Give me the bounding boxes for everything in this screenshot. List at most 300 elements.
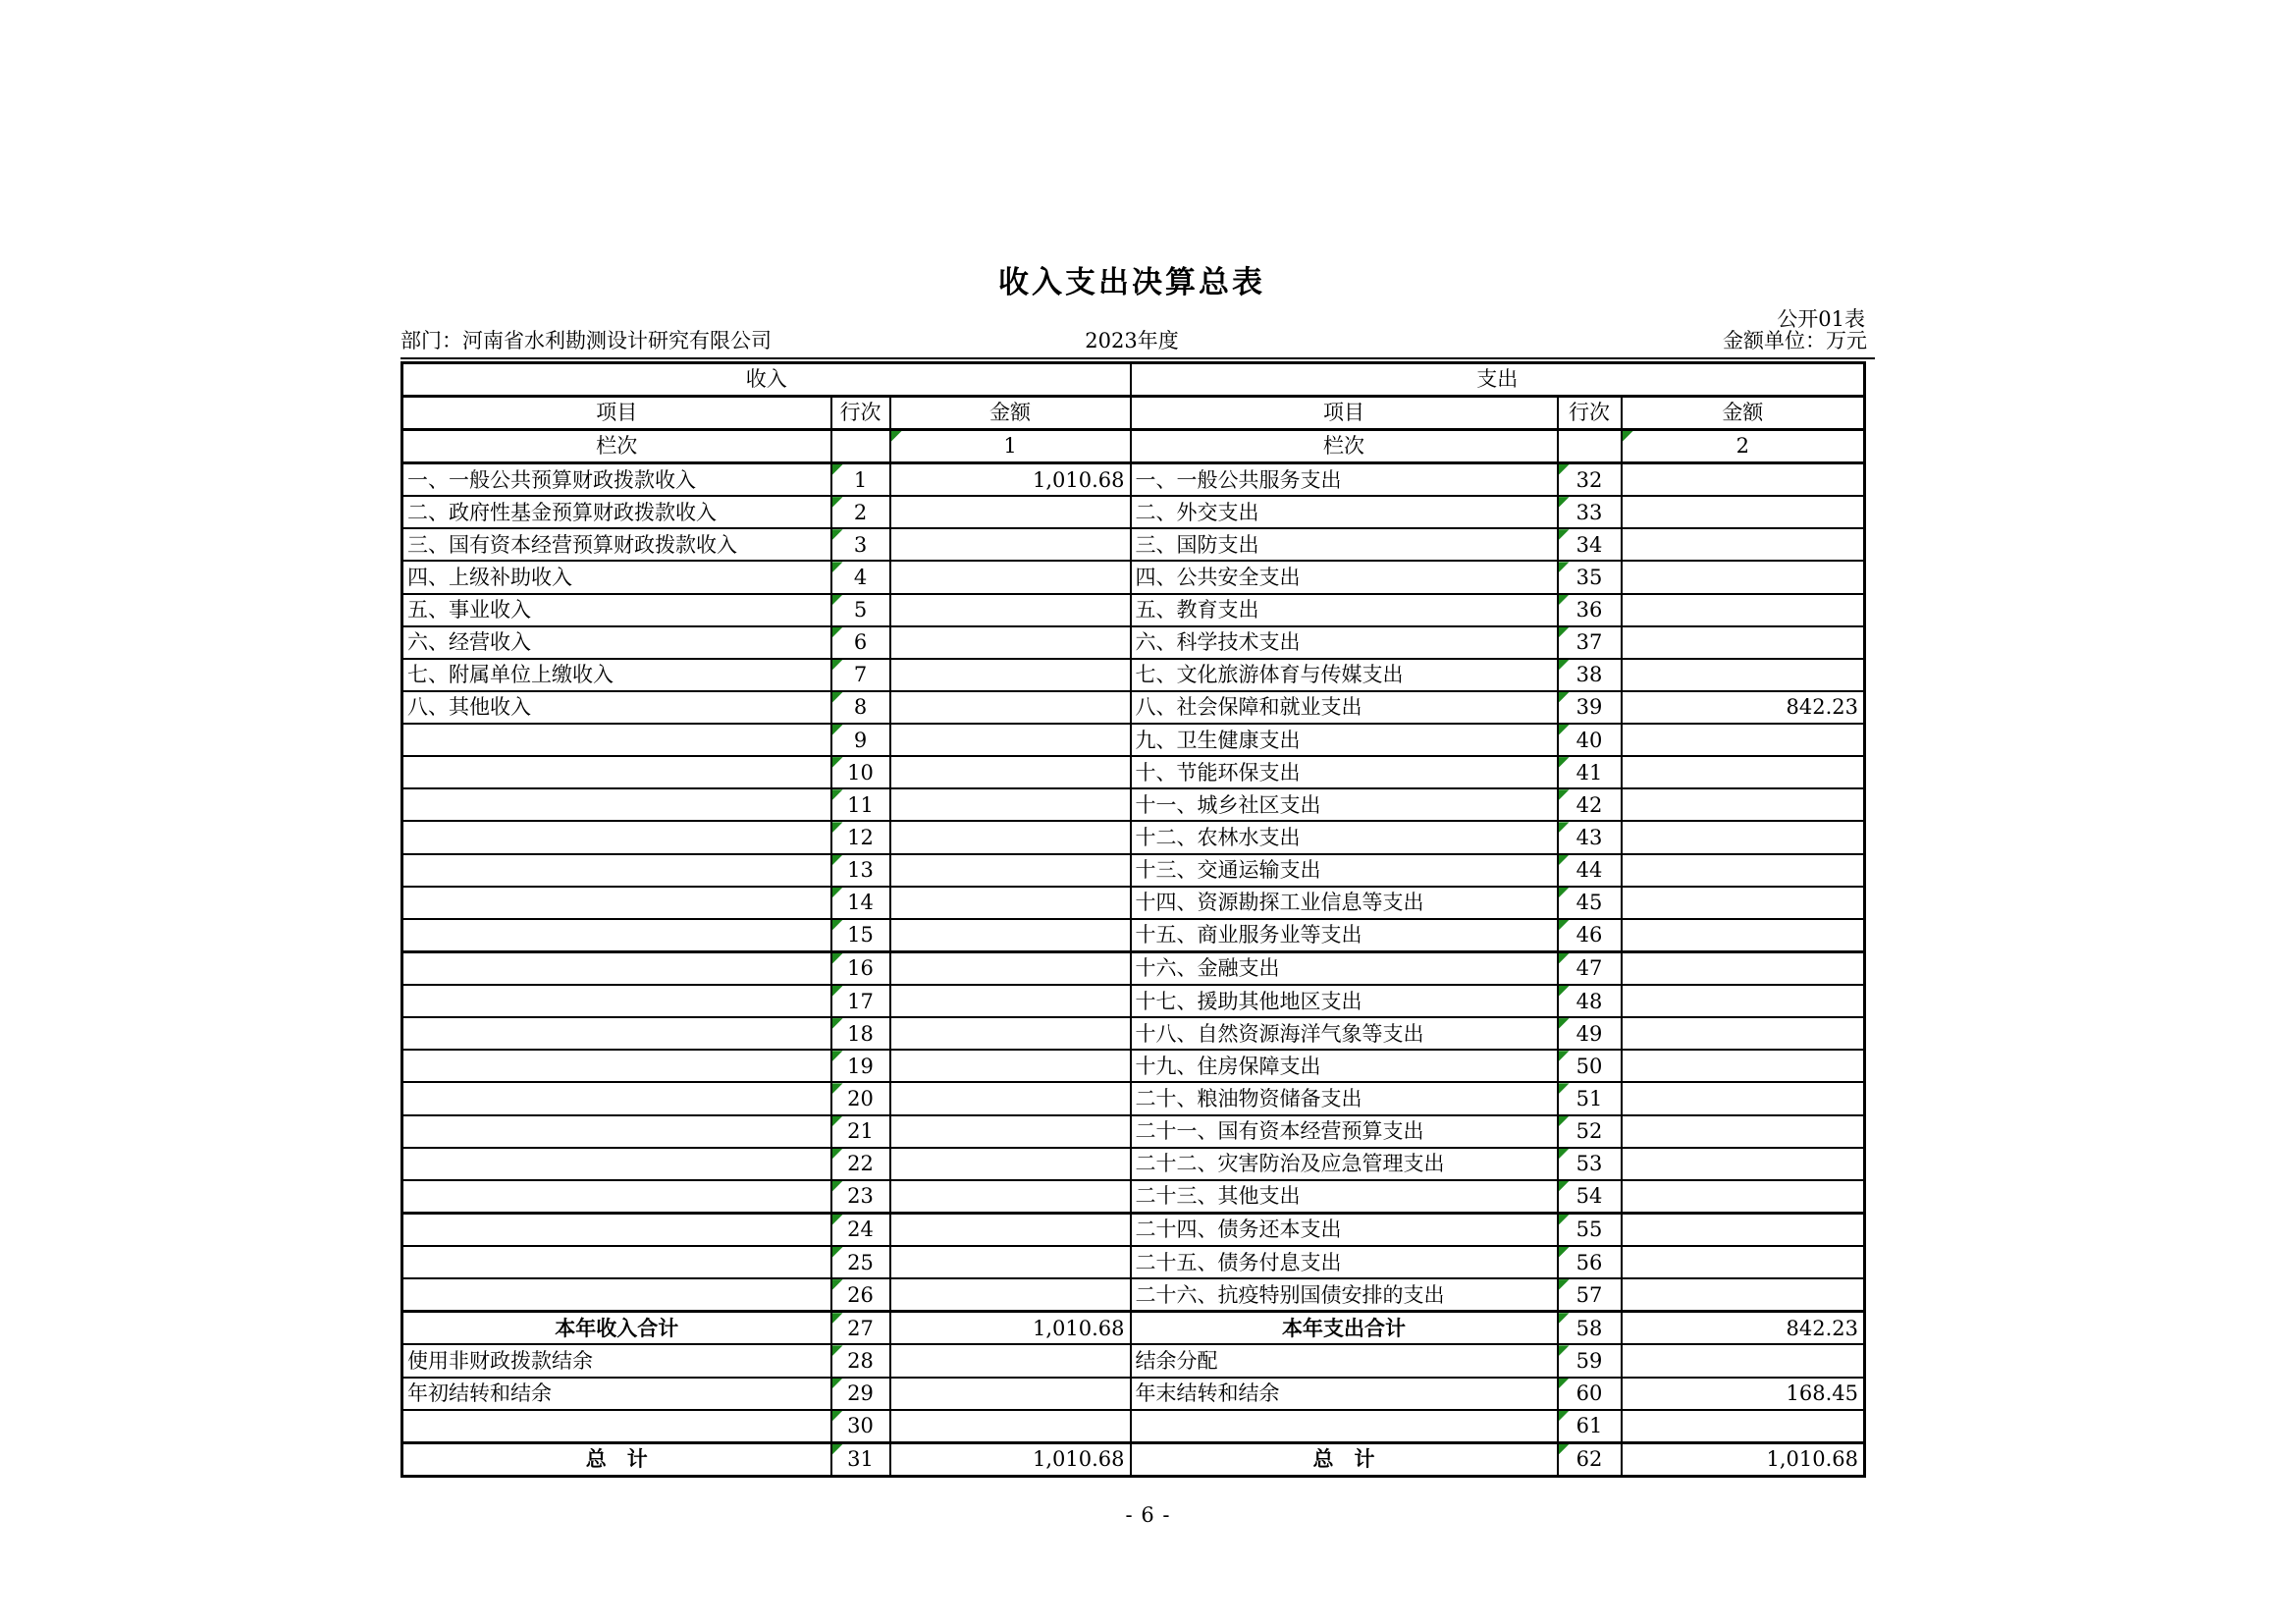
income-amount-cell [890,1180,1131,1214]
expense-line-no-cell [1558,1180,1622,1214]
cell-flag-triangle-icon [832,920,843,931]
expense-line-no-cell-text: 55 [1575,1218,1603,1242]
expense-amount-cell [1622,724,1865,756]
cell-flag-triangle-icon [1559,986,1570,997]
table-row [402,626,1865,659]
income-item-cell-text: 三、国有资本经营预算财政拨款收入 [407,532,737,557]
table-row [402,1378,1865,1410]
expense-line-no-cell [1558,756,1622,788]
income-line-no-cell-text: 7 [853,663,868,687]
expense-item-cell-text: 十六、金融支出 [1135,956,1280,981]
expense-line-no-cell-text: 43 [1575,825,1603,849]
income-amount-cell [890,788,1131,821]
income-line-no-cell [831,788,890,821]
expense-line-no-cell-text: 39 [1575,695,1603,720]
income-item-cell [402,756,831,788]
expense-item-cell [1131,561,1558,593]
expense-item-cell-text: 五、教育支出 [1135,598,1259,623]
expense-item-cell [1131,788,1558,821]
expense-amount-column-header: 金额 [1622,397,1865,430]
income-line-no-column-header: 行次 [831,397,890,430]
expense-column-index-cell [1622,430,1865,463]
income-item-cell [402,691,831,724]
expense-line-no-column-header: 行次 [1558,397,1622,430]
cell-flag-triangle-icon [1559,920,1570,931]
income-item-cell [402,1115,831,1148]
expense-amount-cell [1622,1180,1865,1214]
income-item-cell [402,1410,831,1443]
income-line-no-cell-text: 1 [853,467,868,492]
expense-item-cell [1131,1213,1558,1246]
income-line-no-cell-text: 16 [847,956,874,981]
cell-flag-triangle-icon [832,692,843,703]
income-item-cell [402,1278,831,1312]
expense-line-no-cell [1558,1378,1622,1410]
cell-flag-triangle-icon [832,855,843,866]
table-row [402,1213,1865,1246]
expense-line-no-cell-text: 48 [1575,989,1603,1013]
income-line-no-cell-text: 29 [847,1381,874,1406]
expense-item-cell-text: 七、文化旅游体育与传媒支出 [1135,663,1404,687]
expense-line-no-cell-text: 42 [1575,792,1603,817]
income-item-column-header: 项目 [402,397,831,430]
expense-item-cell [1131,691,1558,724]
expense-line-no-cell [1558,561,1622,593]
expense-line-no-cell [1558,1278,1622,1312]
cell-flag-triangle-icon [1559,1411,1570,1422]
expense-item-cell [1131,854,1558,887]
expense-item-cell [1131,626,1558,659]
table-row [402,1278,1865,1312]
expense-line-no-cell [1558,1246,1622,1278]
income-line-no-cell-text: 3 [853,532,868,557]
income-line-no-cell [831,1050,890,1082]
expense-amount-cell [1622,756,1865,788]
expense-line-no-cell-text: 45 [1575,891,1603,915]
table-row [402,788,1865,821]
income-item-cell [402,659,831,691]
column-header-row [402,397,1865,430]
expense-item-cell-text: 十四、资源勘探工业信息等支出 [1135,891,1424,915]
cell-flag-triangle-icon [832,1215,843,1225]
income-line-no-cell [831,1180,890,1214]
cell-flag-triangle-icon [832,757,843,768]
expense-line-no-cell-text: 56 [1575,1250,1603,1274]
expense-line-no-cell-text: 37 [1575,630,1603,655]
table-row [402,1115,1865,1148]
cell-flag-triangle-icon [1559,1444,1570,1455]
income-item-cell [402,1442,831,1476]
table-row [402,528,1865,561]
expense-item-cell-text: 十八、自然资源海洋气象等支出 [1135,1021,1424,1046]
income-amount-cell [890,528,1131,561]
income-item-cell [402,1180,831,1214]
income-amount-cell [890,1344,1131,1377]
income-amount-column-header: 金额 [890,397,1131,430]
cell-flag-triangle-icon [832,627,843,638]
expense-line-no-cell [1558,951,1622,985]
expense-item-cell-text: 二十三、其他支出 [1135,1184,1301,1209]
cell-flag-triangle-icon [1559,660,1570,671]
expense-index-lineno-blank-cell [1558,430,1622,463]
expense-item-cell-text: 二十四、债务还本支出 [1135,1218,1342,1242]
expense-amount-cell [1622,951,1865,985]
expense-item-cell [1131,1410,1558,1443]
income-item-cell-text: 一、一般公共预算财政拨款收入 [407,467,696,492]
income-item-cell-text: 二、政府性基金预算财政拨款收入 [407,500,717,524]
expense-line-no-cell-text: 41 [1575,760,1603,785]
income-item-cell-text: 五、事业收入 [407,598,531,623]
cell-flag-triangle-icon [1559,1279,1570,1290]
table-body [402,463,1865,1477]
expense-line-no-cell-text: 36 [1575,598,1603,623]
income-line-no-cell-text: 12 [847,825,874,849]
expense-amount-cell [1622,463,1865,497]
income-line-no-cell [831,1410,890,1443]
cell-flag-triangle-icon [832,1181,843,1192]
expense-amount-cell [1622,788,1865,821]
income-amount-cell [890,1312,1131,1345]
expense-line-no-cell [1558,594,1622,626]
expense-item-cell-text: 四、公共安全支出 [1135,565,1301,589]
section-header-row [402,363,1865,397]
expense-amount-cell [1622,1442,1865,1476]
income-line-no-cell-text: 15 [847,923,874,947]
income-item-cell [402,626,831,659]
expense-line-no-cell-text: 54 [1575,1184,1603,1209]
cell-flag-triangle-icon [1559,464,1570,475]
cell-flag-triangle-icon [832,1051,843,1061]
expense-line-no-cell-text: 49 [1575,1021,1603,1046]
expense-line-no-cell-text: 57 [1575,1282,1603,1307]
cell-flag-triangle-icon [1559,1116,1570,1127]
expense-item-cell [1131,1246,1558,1278]
expense-item-cell-text: 年末结转和结余 [1135,1381,1280,1406]
expense-amount-cell [1622,1082,1865,1114]
income-line-no-cell [831,1312,890,1345]
expense-amount-cell-text: 168.45 [1786,1381,1859,1406]
income-line-no-cell-text: 24 [847,1218,874,1242]
expense-item-cell [1131,1442,1558,1476]
department-label: 部门：河南省水利勘测设计研究有限公司 [400,329,772,352]
income-line-no-cell [831,1278,890,1312]
expense-item-cell [1131,1180,1558,1214]
expense-item-cell-text: 二十一、国有资本经营预算支出 [1135,1119,1424,1144]
income-index-lineno-blank-cell [831,430,890,463]
table-row [402,1312,1865,1345]
expense-line-no-cell-text: 60 [1575,1381,1603,1406]
income-amount-cell [890,951,1131,985]
expense-item-cell-text: 六、科学技术支出 [1135,630,1301,655]
income-item-cell [402,951,831,985]
expense-item-cell [1131,528,1558,561]
income-item-cell [402,528,831,561]
expense-item-cell-text: 结余分配 [1135,1348,1218,1373]
income-amount-cell [890,1148,1131,1180]
expense-line-no-cell [1558,496,1622,528]
income-line-no-cell [831,887,890,919]
table-row [402,1180,1865,1214]
cell-flag-triangle-icon [832,1279,843,1290]
income-line-no-cell [831,659,890,691]
expense-amount-cell [1622,1148,1865,1180]
income-item-cell-text: 总 计 [585,1446,648,1472]
expense-amount-cell [1622,1344,1865,1377]
table-row [402,756,1865,788]
table-row [402,887,1865,919]
cell-flag-triangle-icon [832,1444,843,1455]
income-amount-cell [890,985,1131,1017]
expense-line-no-cell-text: 40 [1575,728,1603,752]
cell-flag-triangle-icon [832,1116,843,1127]
income-line-no-cell-text: 26 [847,1282,874,1307]
income-line-no-cell-text: 6 [853,630,868,655]
expense-line-no-cell [1558,1115,1622,1148]
budget-summary-table [400,361,1866,1478]
expense-line-no-cell [1558,1410,1622,1443]
income-amount-cell [890,1278,1131,1312]
income-item-cell [402,1213,831,1246]
income-line-no-cell-text: 20 [847,1086,874,1110]
income-amount-cell [890,691,1131,724]
cell-flag-triangle-icon [1559,1051,1570,1061]
expense-section-header: 支出 [1131,363,1865,397]
expense-item-cell-text: 十二、农林水支出 [1135,825,1301,849]
cell-flag-triangle-icon [1559,1379,1570,1389]
expense-column-index-label: 栏次 [1131,430,1558,463]
cell-flag-triangle-icon [1559,1181,1570,1192]
expense-line-no-cell-text: 53 [1575,1152,1603,1176]
expense-amount-cell [1622,1378,1865,1410]
income-line-no-cell [831,985,890,1017]
income-line-no-cell-text: 18 [847,1021,874,1046]
cell-flag-triangle-icon [1559,757,1570,768]
income-item-cell [402,496,831,528]
income-item-cell [402,919,831,952]
expense-line-no-cell [1558,821,1622,853]
income-line-no-cell [831,1148,890,1180]
expense-amount-cell [1622,659,1865,691]
income-amount-cell [890,1050,1131,1082]
income-item-cell [402,1017,831,1050]
income-line-no-cell-text: 30 [847,1414,874,1438]
table-row [402,919,1865,952]
cell-flag-triangle-icon [832,986,843,997]
expense-item-cell [1131,1082,1558,1114]
income-column-index-cell [890,430,1131,463]
expense-amount-cell [1622,561,1865,593]
expense-amount-cell-text: 842.23 [1786,695,1859,720]
income-item-cell [402,1246,831,1278]
expense-line-no-cell-text: 46 [1575,923,1603,947]
expense-item-cell-text: 总 计 [1312,1446,1375,1472]
cell-flag-triangle-icon [832,888,843,898]
expense-item-cell-text: 九、卫生健康支出 [1135,728,1301,752]
expense-amount-cell [1622,1246,1865,1278]
table-row [402,1017,1865,1050]
table-code-label: 公开01表 [1777,307,1865,331]
expense-line-no-cell-text: 33 [1575,500,1603,524]
cell-flag-triangle-icon [1559,953,1570,964]
income-item-cell [402,1344,831,1377]
expense-item-cell [1131,951,1558,985]
expense-line-no-cell-text: 35 [1575,565,1603,589]
expense-item-cell [1131,496,1558,528]
cell-flag-triangle-icon [832,1018,843,1029]
table-row [402,1082,1865,1114]
cell-flag-triangle-icon [832,1379,843,1389]
cell-flag-triangle-icon [1559,529,1570,540]
expense-item-cell [1131,463,1558,497]
expense-line-no-cell [1558,1082,1622,1114]
income-line-no-cell [831,919,890,952]
expense-item-cell [1131,1344,1558,1377]
table-row [402,691,1865,724]
expense-item-cell-text: 十九、住房保障支出 [1135,1054,1321,1078]
cell-flag-triangle-icon [832,1345,843,1356]
expense-item-cell-text: 十五、商业服务业等支出 [1135,923,1362,947]
income-line-no-cell [831,1213,890,1246]
cell-flag-triangle-icon [832,953,843,964]
expense-item-cell [1131,1312,1558,1345]
table-row [402,821,1865,853]
expense-item-cell [1131,756,1558,788]
income-amount-cell [890,626,1131,659]
cell-flag-triangle-icon [832,1083,843,1094]
cell-flag-triangle-icon [1623,431,1633,442]
cell-flag-triangle-icon [1559,1345,1570,1356]
income-amount-cell [890,594,1131,626]
income-line-no-cell-text: 8 [853,695,868,720]
income-amount-cell-text: 1,010.68 [1033,1316,1125,1340]
income-amount-cell [890,1017,1131,1050]
expense-item-cell-text: 本年支出合计 [1282,1315,1407,1340]
cell-flag-triangle-icon [832,1313,843,1324]
amount-unit-label: 金额单位：万元 [1723,329,1867,352]
cell-flag-triangle-icon [832,562,843,572]
cell-flag-triangle-icon [1559,692,1570,703]
income-line-no-cell [831,854,890,887]
expense-item-cell [1131,594,1558,626]
expense-line-no-cell [1558,887,1622,919]
expense-line-no-cell-text: 38 [1575,663,1603,687]
income-amount-cell [890,887,1131,919]
cell-flag-triangle-icon [1559,1083,1570,1094]
cell-flag-triangle-icon [1559,562,1570,572]
expense-line-no-cell [1558,1312,1622,1345]
expense-item-column-header: 项目 [1131,397,1558,430]
expense-amount-cell [1622,1017,1865,1050]
income-line-no-cell [831,1246,890,1278]
income-line-no-cell-text: 28 [847,1348,874,1373]
income-item-cell [402,985,831,1017]
expense-amount-cell [1622,985,1865,1017]
table-row [402,1442,1865,1476]
income-amount-cell-text: 1,010.68 [1033,467,1125,492]
income-amount-cell [890,659,1131,691]
income-line-no-cell-text: 19 [847,1054,874,1078]
income-item-cell-text: 本年收入合计 [555,1315,679,1340]
expense-line-no-cell-text: 62 [1575,1447,1603,1472]
expense-line-no-cell-text: 32 [1575,467,1603,492]
cell-flag-triangle-icon [1559,1018,1570,1029]
income-amount-cell [890,919,1131,952]
income-amount-cell [890,496,1131,528]
income-item-cell [402,1312,831,1345]
expense-item-cell [1131,887,1558,919]
income-item-cell-text: 七、附属单位上缴收入 [407,663,614,687]
income-amount-cell [890,1410,1131,1443]
income-item-cell [402,887,831,919]
table-row [402,1246,1865,1278]
income-item-cell [402,788,831,821]
income-line-no-cell [831,1115,890,1148]
expense-item-cell-text: 三、国防支出 [1135,532,1259,557]
expense-item-cell-text: 二十六、抗疫特别国债安排的支出 [1135,1282,1445,1307]
income-line-no-cell [831,626,890,659]
cell-flag-triangle-icon [832,822,843,833]
income-line-no-cell-text: 21 [847,1119,874,1144]
income-line-no-cell-text: 14 [847,891,874,915]
income-line-no-cell [831,1442,890,1476]
fiscal-year-label: 2023年度 [1085,329,1179,352]
expense-line-no-cell [1558,1050,1622,1082]
income-item-cell [402,561,831,593]
expense-amount-cell [1622,594,1865,626]
income-line-no-cell [831,951,890,985]
income-amount-cell [890,1378,1131,1410]
expense-line-no-cell-text: 47 [1575,956,1603,981]
table-row [402,1148,1865,1180]
income-line-no-cell-text: 25 [847,1250,874,1274]
income-item-cell [402,1082,831,1114]
expense-line-no-cell [1558,528,1622,561]
expense-line-no-cell [1558,691,1622,724]
income-amount-cell [890,1246,1131,1278]
income-line-no-cell-text: 11 [847,792,874,817]
cell-flag-triangle-icon [832,725,843,735]
income-section-header: 收入 [402,363,1131,397]
cell-flag-triangle-icon [1559,1149,1570,1160]
expense-line-no-cell-text: 44 [1575,858,1603,883]
income-line-no-cell [831,561,890,593]
expense-line-no-cell [1558,1213,1622,1246]
expense-item-cell [1131,724,1558,756]
cell-flag-triangle-icon [1559,1313,1570,1324]
expense-line-no-cell-text: 58 [1575,1316,1603,1340]
income-line-no-cell-text: 2 [853,500,868,524]
expense-line-no-cell [1558,854,1622,887]
income-line-no-cell [831,821,890,853]
cell-flag-triangle-icon [832,789,843,800]
cell-flag-triangle-icon [832,529,843,540]
income-line-no-cell [831,528,890,561]
expense-amount-cell [1622,1115,1865,1148]
expense-amount-cell [1622,691,1865,724]
table-row [402,561,1865,593]
expense-column-index-value: 2 [1735,434,1749,459]
income-line-no-cell [831,594,890,626]
expense-amount-cell-text: 1,010.68 [1766,1447,1859,1472]
expense-amount-cell [1622,1213,1865,1246]
income-amount-cell [890,821,1131,853]
expense-item-cell [1131,1378,1558,1410]
income-line-no-cell-text: 13 [847,858,874,883]
expense-item-cell [1131,1148,1558,1180]
income-line-no-cell-text: 17 [847,989,874,1013]
table-row [402,496,1865,528]
expense-line-no-cell [1558,919,1622,952]
